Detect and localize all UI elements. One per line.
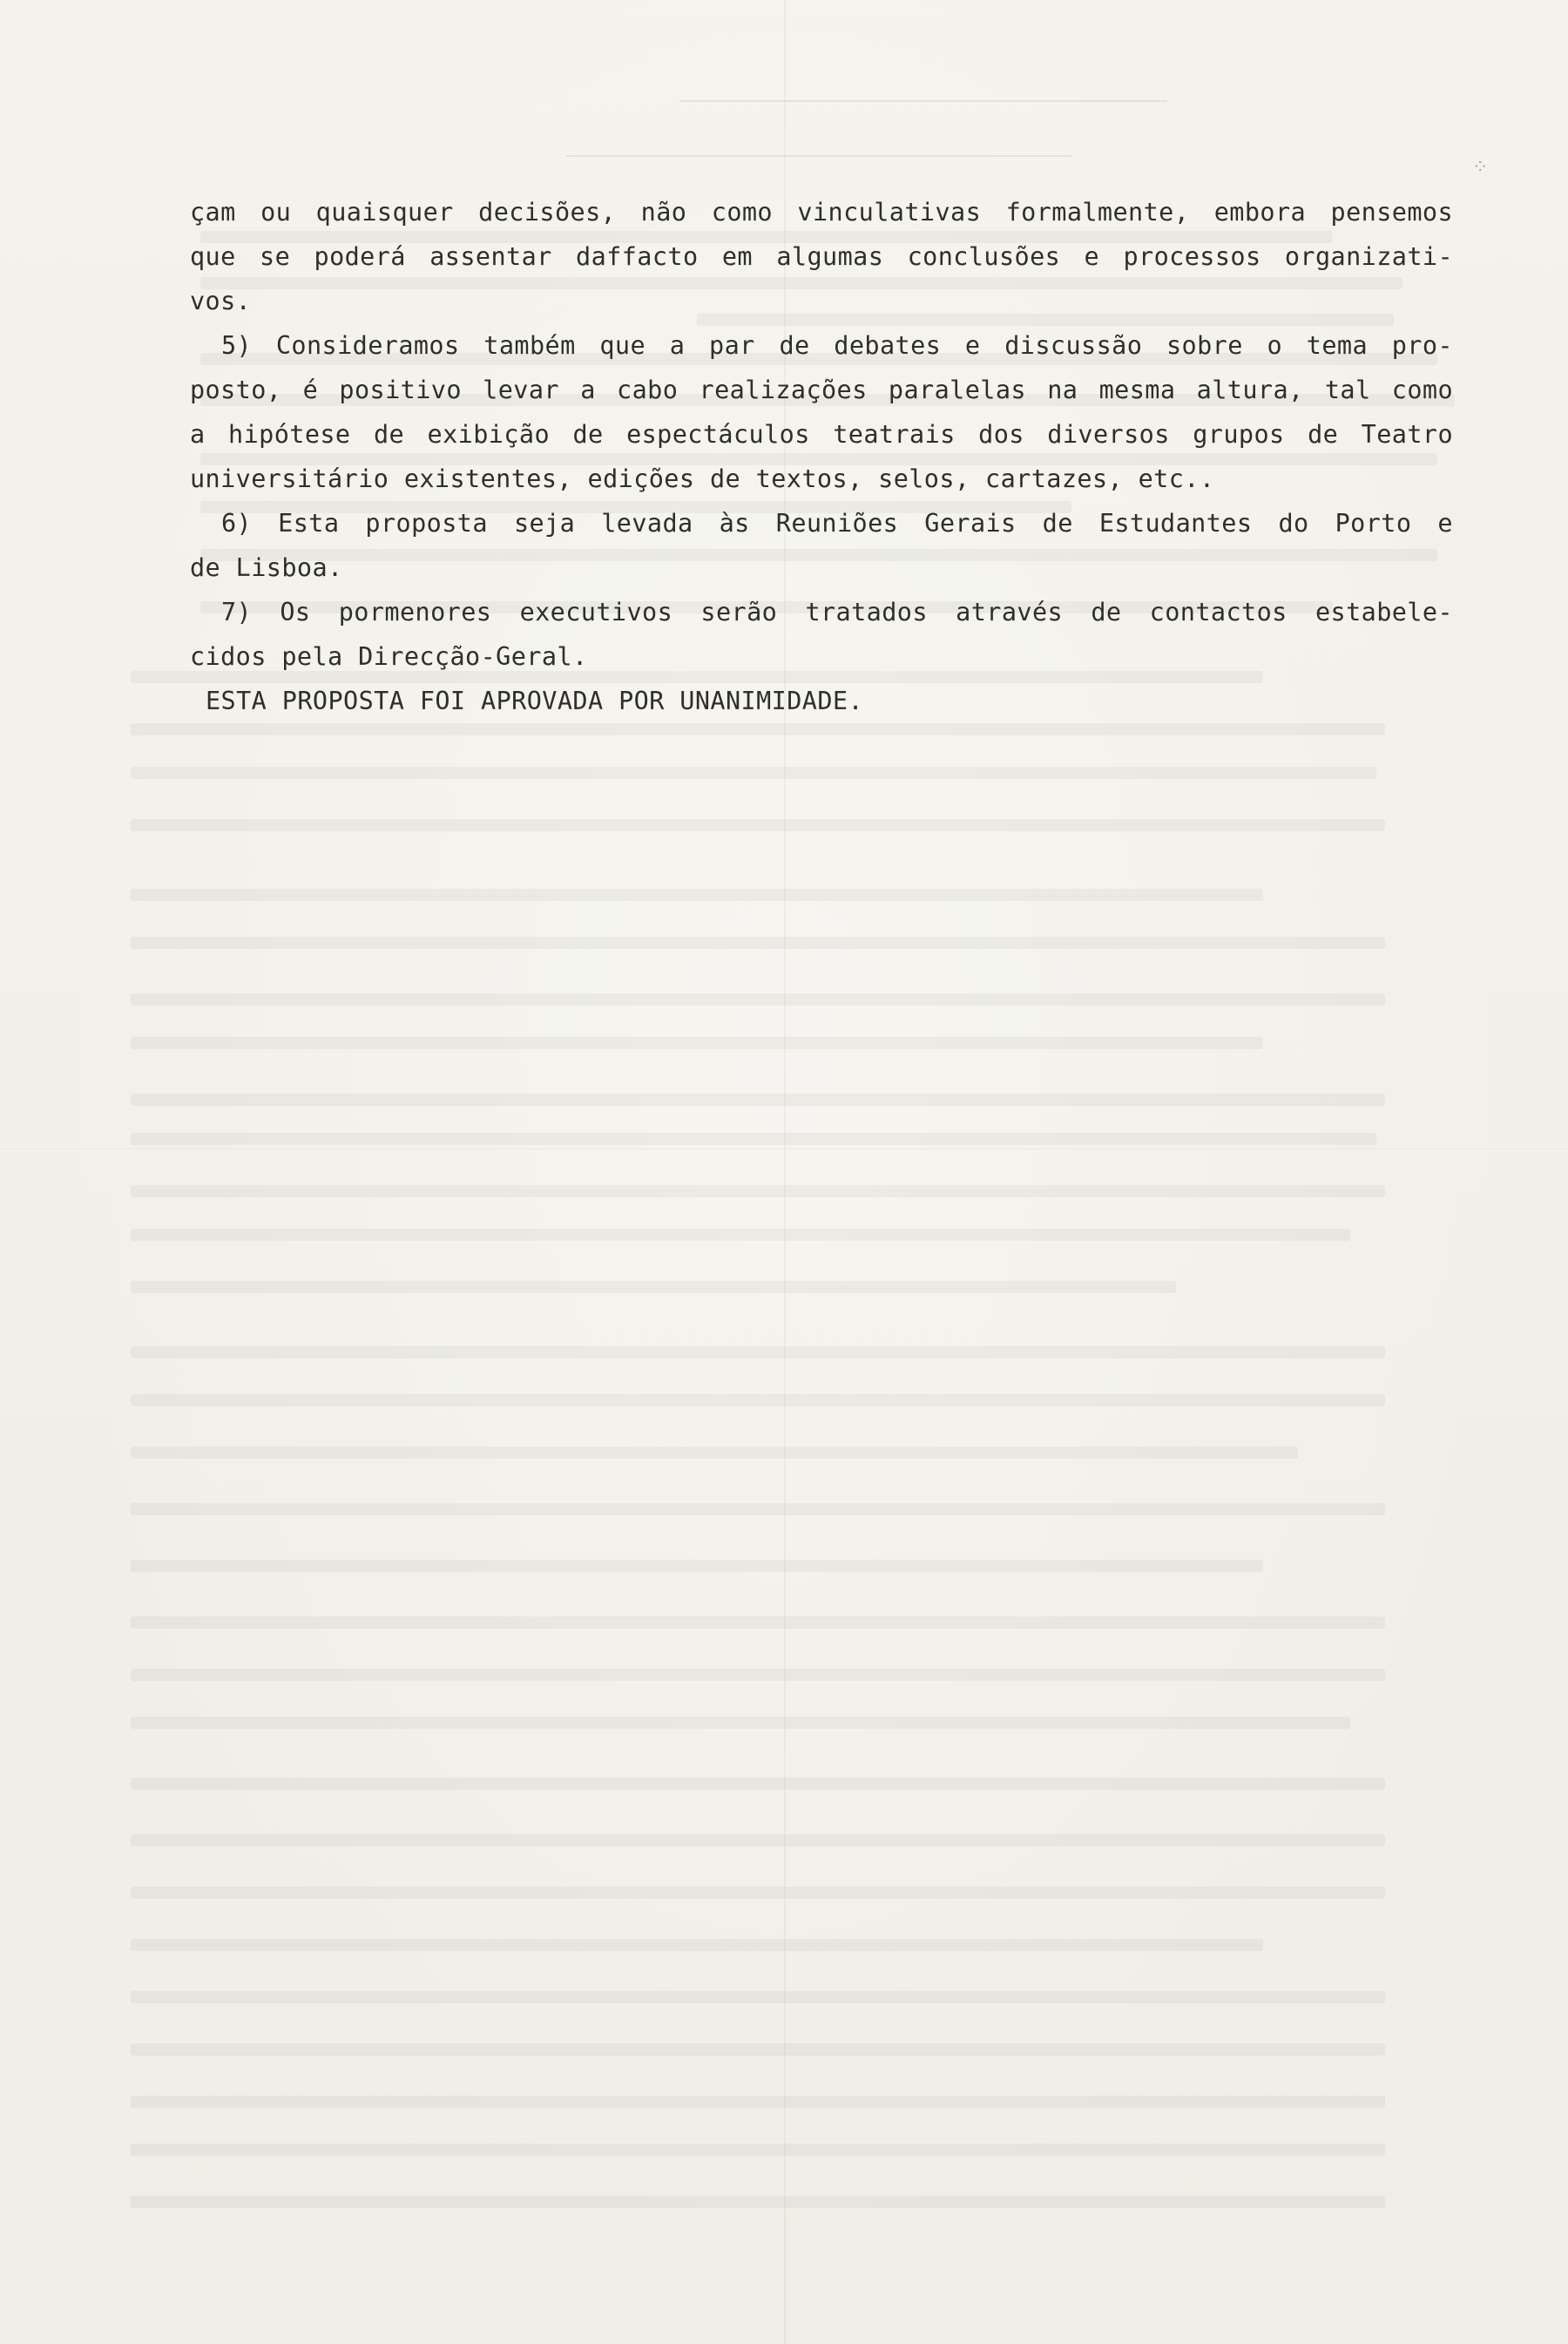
resolution-statement: ESTA PROPOSTA FOI APROVADA POR UNANIMIDADE. — [206, 687, 864, 715]
text-line: 6) Esta proposta seja levada às Reuniões Gerais de Estudantes do Porto e — [221, 509, 1453, 538]
text-line: posto, é positivo levar a cabo realizações paralelas na mesma altura, tal como — [190, 376, 1453, 404]
document-body — [190, 190, 1453, 723]
text-line: universitário existentes, edições de textos, selos, cartazes, etc.. — [190, 464, 1215, 493]
ink-speck-mark: ⁘ — [1472, 157, 1489, 179]
text-line: cidos pela Direcção-Geral. — [190, 642, 588, 671]
text-line: vos. — [190, 287, 252, 315]
text-line: çam ou quaisquer decisões, não como vinculativas formalmente, embora pensemos — [190, 198, 1453, 227]
text-line: que se poderá assentar daffacto em algumas conclusões e processos organizati- — [190, 242, 1453, 271]
text-line: 7) Os pormenores executivos serão tratados através de contactos estabele- — [221, 598, 1453, 627]
text-line: a hipótese de exibição de espectáculos teatrais dos diversos grupos de Teatro — [190, 420, 1453, 449]
text-line: 5) Consideramos também que a par de debates e discussão sobre o tema pro- — [221, 331, 1453, 360]
text-line: de Lisboa. — [190, 553, 343, 582]
